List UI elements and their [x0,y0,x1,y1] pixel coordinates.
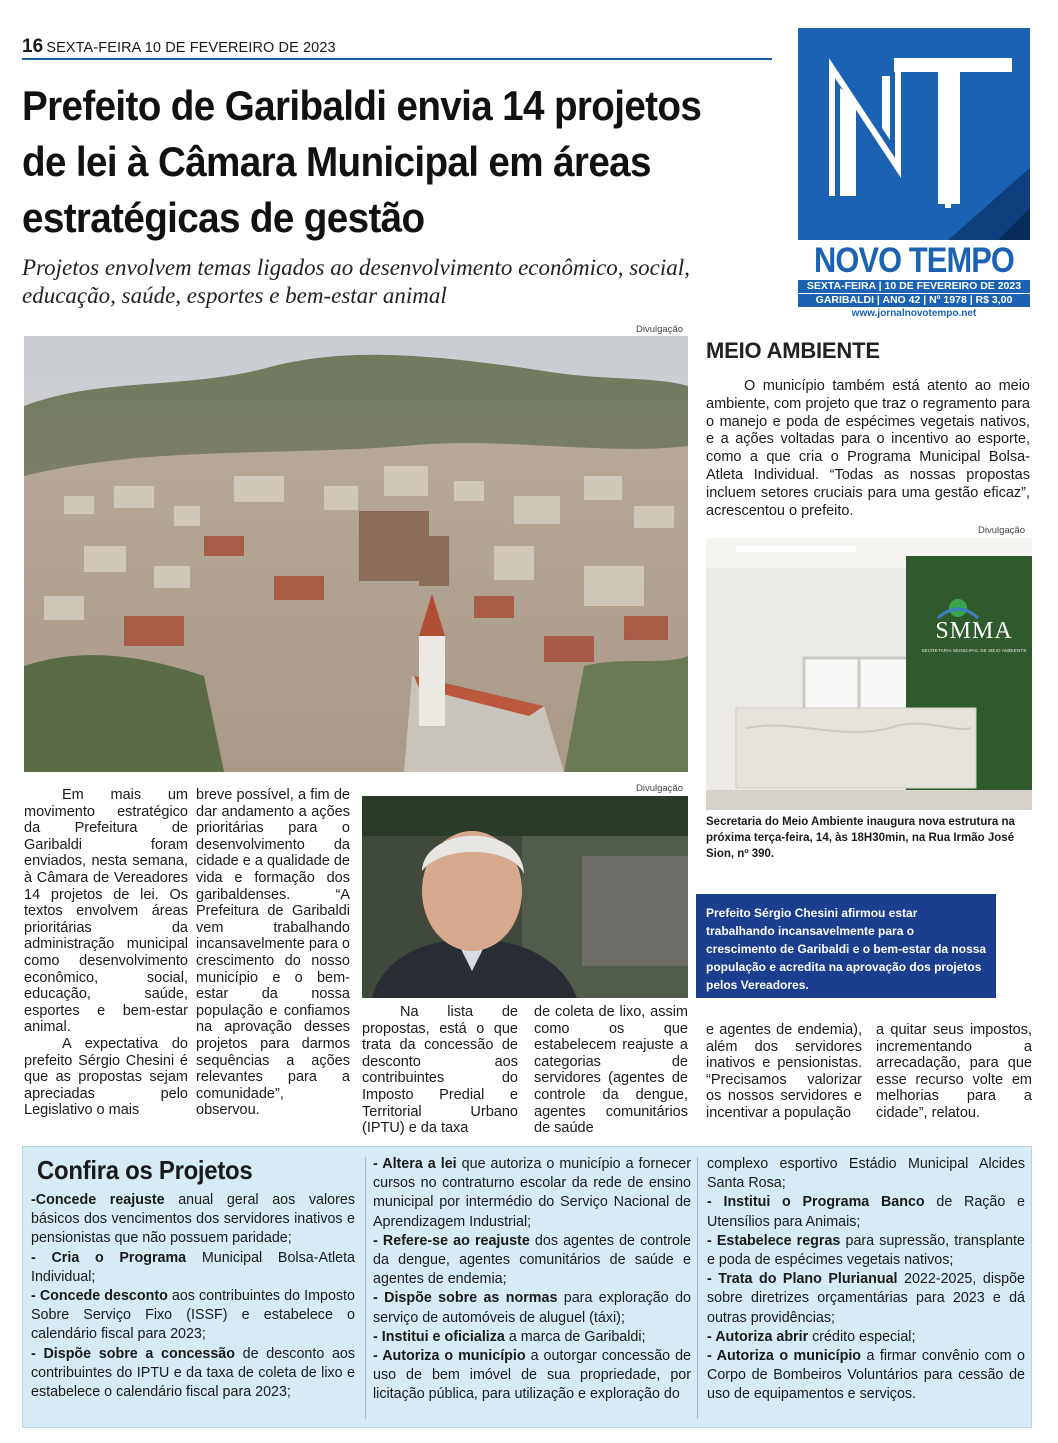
header-rule [22,58,772,60]
project-item [373,1289,691,1327]
project-item [707,1232,1025,1270]
project-item-lead: - Concede desconto [31,1288,168,1305]
project-item-text: complexo esportivo Estádio Municipal Alcides Santa Rosa; [707,1156,1025,1192]
article-column-2 [196,787,350,1119]
project-item [31,1249,355,1287]
project-item [31,1345,355,1403]
project-item [707,1155,1025,1193]
article-column-5 [706,1022,862,1122]
article-paragraph: e agentes de endemia), além dos servidores inativos e pensionistas. “Precisamos valorizar os nossos servidores e incentivar a população [706,1022,862,1121]
projects-list-col2 [373,1155,691,1405]
meio-ambiente-paragraph: O município também está atento ao meio ambiente, com projeto que traz o regramento para o manejo e poda de espécimes vegetais nativos, e a ações voltadas para o incentivo ao esporte, como a que cria o Programa Municipal Bolsa-Atleta Individual. “Todas as nossas propostas incluem setores cruciais para uma gestão eficaz”, acrescentou o prefeito. [706,378,1030,519]
logo-date-line: SEXTA-FEIRA | 10 DE FEVEREIRO DE 2023 [798,280,1030,293]
portrait-credit: Divulgação [636,783,683,794]
page-date: SEXTA-FEIRA 10 DE FEVEREIRO DE 2023 [46,40,336,56]
project-item-text: dos agentes de controle da dengue, agentes comunitários de saúde e agentes de endemia; [373,1232,691,1288]
project-item-lead: - Estabelece regras [707,1232,841,1249]
article-column-4 [534,1004,688,1137]
project-item-lead: - Institui e oficializa [373,1328,505,1345]
projects-list-col3 [707,1155,1025,1405]
project-item-lead: - Autoriza o município [373,1348,526,1365]
project-item-lead: - Institui o Programa Banco [707,1194,925,1211]
headline: Prefeito de Garibaldi envia 14 projetos de lei à Câmara Municipal em áreas estratégicas de gestão [22,82,702,241]
project-item [707,1193,1025,1231]
subhead: Projetos envolvem temas ligados ao desenvolvimento econômico, social, educação, saúde, esportes e bem-estar animal [22,255,690,308]
project-item-text: aos contribuintes do Imposto Sobre Serviço Fixo (ISSF) e estabelece o calendário fiscal para 2023; [31,1288,355,1343]
newspaper-logo [798,28,1030,328]
project-item-text: para exploração do serviço de automóveis de aluguel (táxi); [373,1290,691,1326]
project-item-lead: - Autoriza o município [707,1348,862,1365]
logo-url: www.jornalnovotempo.net [851,308,977,319]
projects-box-title: Confira os Projetos [37,1155,253,1185]
mayor-portrait-photo [362,796,688,998]
project-item [707,1347,1025,1405]
article-column-1 [24,787,188,1119]
logo-issue-line: GARIBALDI | ANO 42 | Nº 1978 | R$ 3,00 [798,294,1030,307]
project-item [373,1155,691,1232]
project-item [31,1287,355,1345]
project-item [373,1328,691,1347]
projects-list-col1 [31,1191,355,1402]
project-item [707,1328,1025,1347]
article-column-3 [362,1004,518,1137]
project-item-text: crédito especial; [808,1328,916,1345]
logo-title: NOVO TEMPO [812,240,1016,280]
smma-office-photo [706,538,1032,810]
smma-sign-text: SMMA [935,618,1013,644]
project-item-text: de desconto aos contribuintes do IPTU e da taxa de coleta de lixo e estabelece o calendário fiscal para 2023; [31,1345,356,1401]
projects-box [22,1146,1032,1428]
project-item-lead: - Cria o Programa [31,1249,187,1266]
city-aerial-photo [24,336,688,772]
project-item-text: a outorgar concessão de uso de bem imóvel de sua propriedade, por licitação pública, para utilização e exploração do [373,1348,691,1403]
article-paragraph: A expectativa do prefeito Sérgio Chesini é que as propostas sejam apreciadas pelo Legislativo o mais [24,1035,188,1119]
article-paragraph: Em mais um movimento estratégico da Prefeitura de Garibaldi foram enviados, nesta semana, à Câmara de Vereadores 14 projetos de lei. Os textos envolvem áreas prioritárias da administração municipal como desenvolvimento econômico, social, educação, saúde, esportes e bem-estar animal. [24,787,188,1036]
project-item-lead: -Concede reajuste [31,1192,165,1208]
article-paragraph: breve possível, a fim de dar andamento a ações prioritárias para o desenvolvimento da cidade e a qualidade de vida e formação dos garibaldenses. “A Prefeitura de Garibaldi vem trabalhando incansavelmente para o crescimento do nosso município e o bem-estar da nossa população e confiamos na aprovação desses projetos para darmos sequências a ações relevantes para a comunidade”, observou. [196,787,350,1119]
project-item [707,1270,1025,1328]
project-item-text: anual geral aos valores básicos dos vencimentos dos servidores inativos e pensionistas que não possuem paridade; [31,1192,355,1247]
smma-photo-illustration [706,538,1032,810]
project-item-text: que autoriza o município a fornecer cursos no contraturno escolar da rede de ensino municipal por intermédio do Serviço Nacional de Aprendizagem Industrial; [373,1156,691,1230]
box-divider [365,1157,366,1419]
portrait-caption: Prefeito Sérgio Chesini afirmou estar trabalhando incansavelmente para o crescimento de Garibaldi e o bem-estar da nossa população e acredita na aprovação dos projetos pelos Vereadores. [696,894,996,998]
page-number: 16 [22,36,44,57]
project-item-lead: - Trata do Plano Plurianual [707,1271,898,1288]
project-item-lead: - Altera a lei [373,1156,457,1172]
project-item-lead: - Refere-se ao reajuste [373,1232,530,1249]
project-item-lead: - Dispõe sobre as normas [373,1290,558,1307]
meio-ambiente-text [706,378,1030,520]
project-item-lead: - Dispõe sobre a concessão [31,1345,235,1362]
project-item-text: 2022-2025, dispõe sobre diretrizes orçamentárias para 2023 e dá outras providências; [707,1271,1025,1326]
smma-photo-credit: Divulgação [978,525,1025,536]
project-item [373,1232,691,1290]
article-paragraph: Na lista de propostas, está o que trata da concessão de desconto aos contribuintes do Imposto Predial e Territorial Urbano (IPTU) e da taxa [362,1004,518,1137]
city-photo-illustration [24,336,688,772]
project-item [373,1347,691,1405]
nt-monogram-icon [798,28,1030,240]
page-folio [22,36,336,58]
project-item-text: Municipal Bolsa-Atleta Individual; [31,1249,356,1285]
article-paragraph: a quitar seus impostos, incrementando a arrecadação, para que esse recurso volte em melhorias para a cidade”, relatou. [876,1022,1032,1121]
portrait-illustration [362,796,688,998]
main-photo-credit: Divulgação [636,324,683,335]
smma-photo-caption: Secretaria do Meio Ambiente inaugura nova estrutura na próxima terça-feira, 14, às 18H30min, na Rua Irmão José Sion, nº 390. [706,816,1015,860]
project-item [31,1191,355,1249]
section-title-meio-ambiente: MEIO AMBIENTE [706,338,880,363]
box-divider [697,1157,698,1419]
logo-emblem [798,28,1030,240]
project-item-text: de Ração e Utensílios para Animais; [707,1194,1025,1230]
project-item-text: a marca de Garibaldi; [504,1328,646,1345]
project-item-text: a firmar convênio com o Corpo de Bombeiros Voluntários para cessão de uso de equipamentos e serviços. [707,1348,1025,1403]
article-column-6 [876,1022,1032,1122]
project-item-text: para supressão, transplante e poda de espécimes vegetais nativos; [707,1232,1025,1269]
smma-sign-subtitle: SECRETARIA MUNICIPAL DE MEIO AMBIENTE [921,648,1027,653]
project-item-lead: - Autoriza abrir [707,1328,809,1345]
article-paragraph: de coleta de lixo, assim como os que estabelecem reajuste a categorias de servidores (agentes de controle da dengue, agentes comunitários de saúde [534,1004,688,1137]
